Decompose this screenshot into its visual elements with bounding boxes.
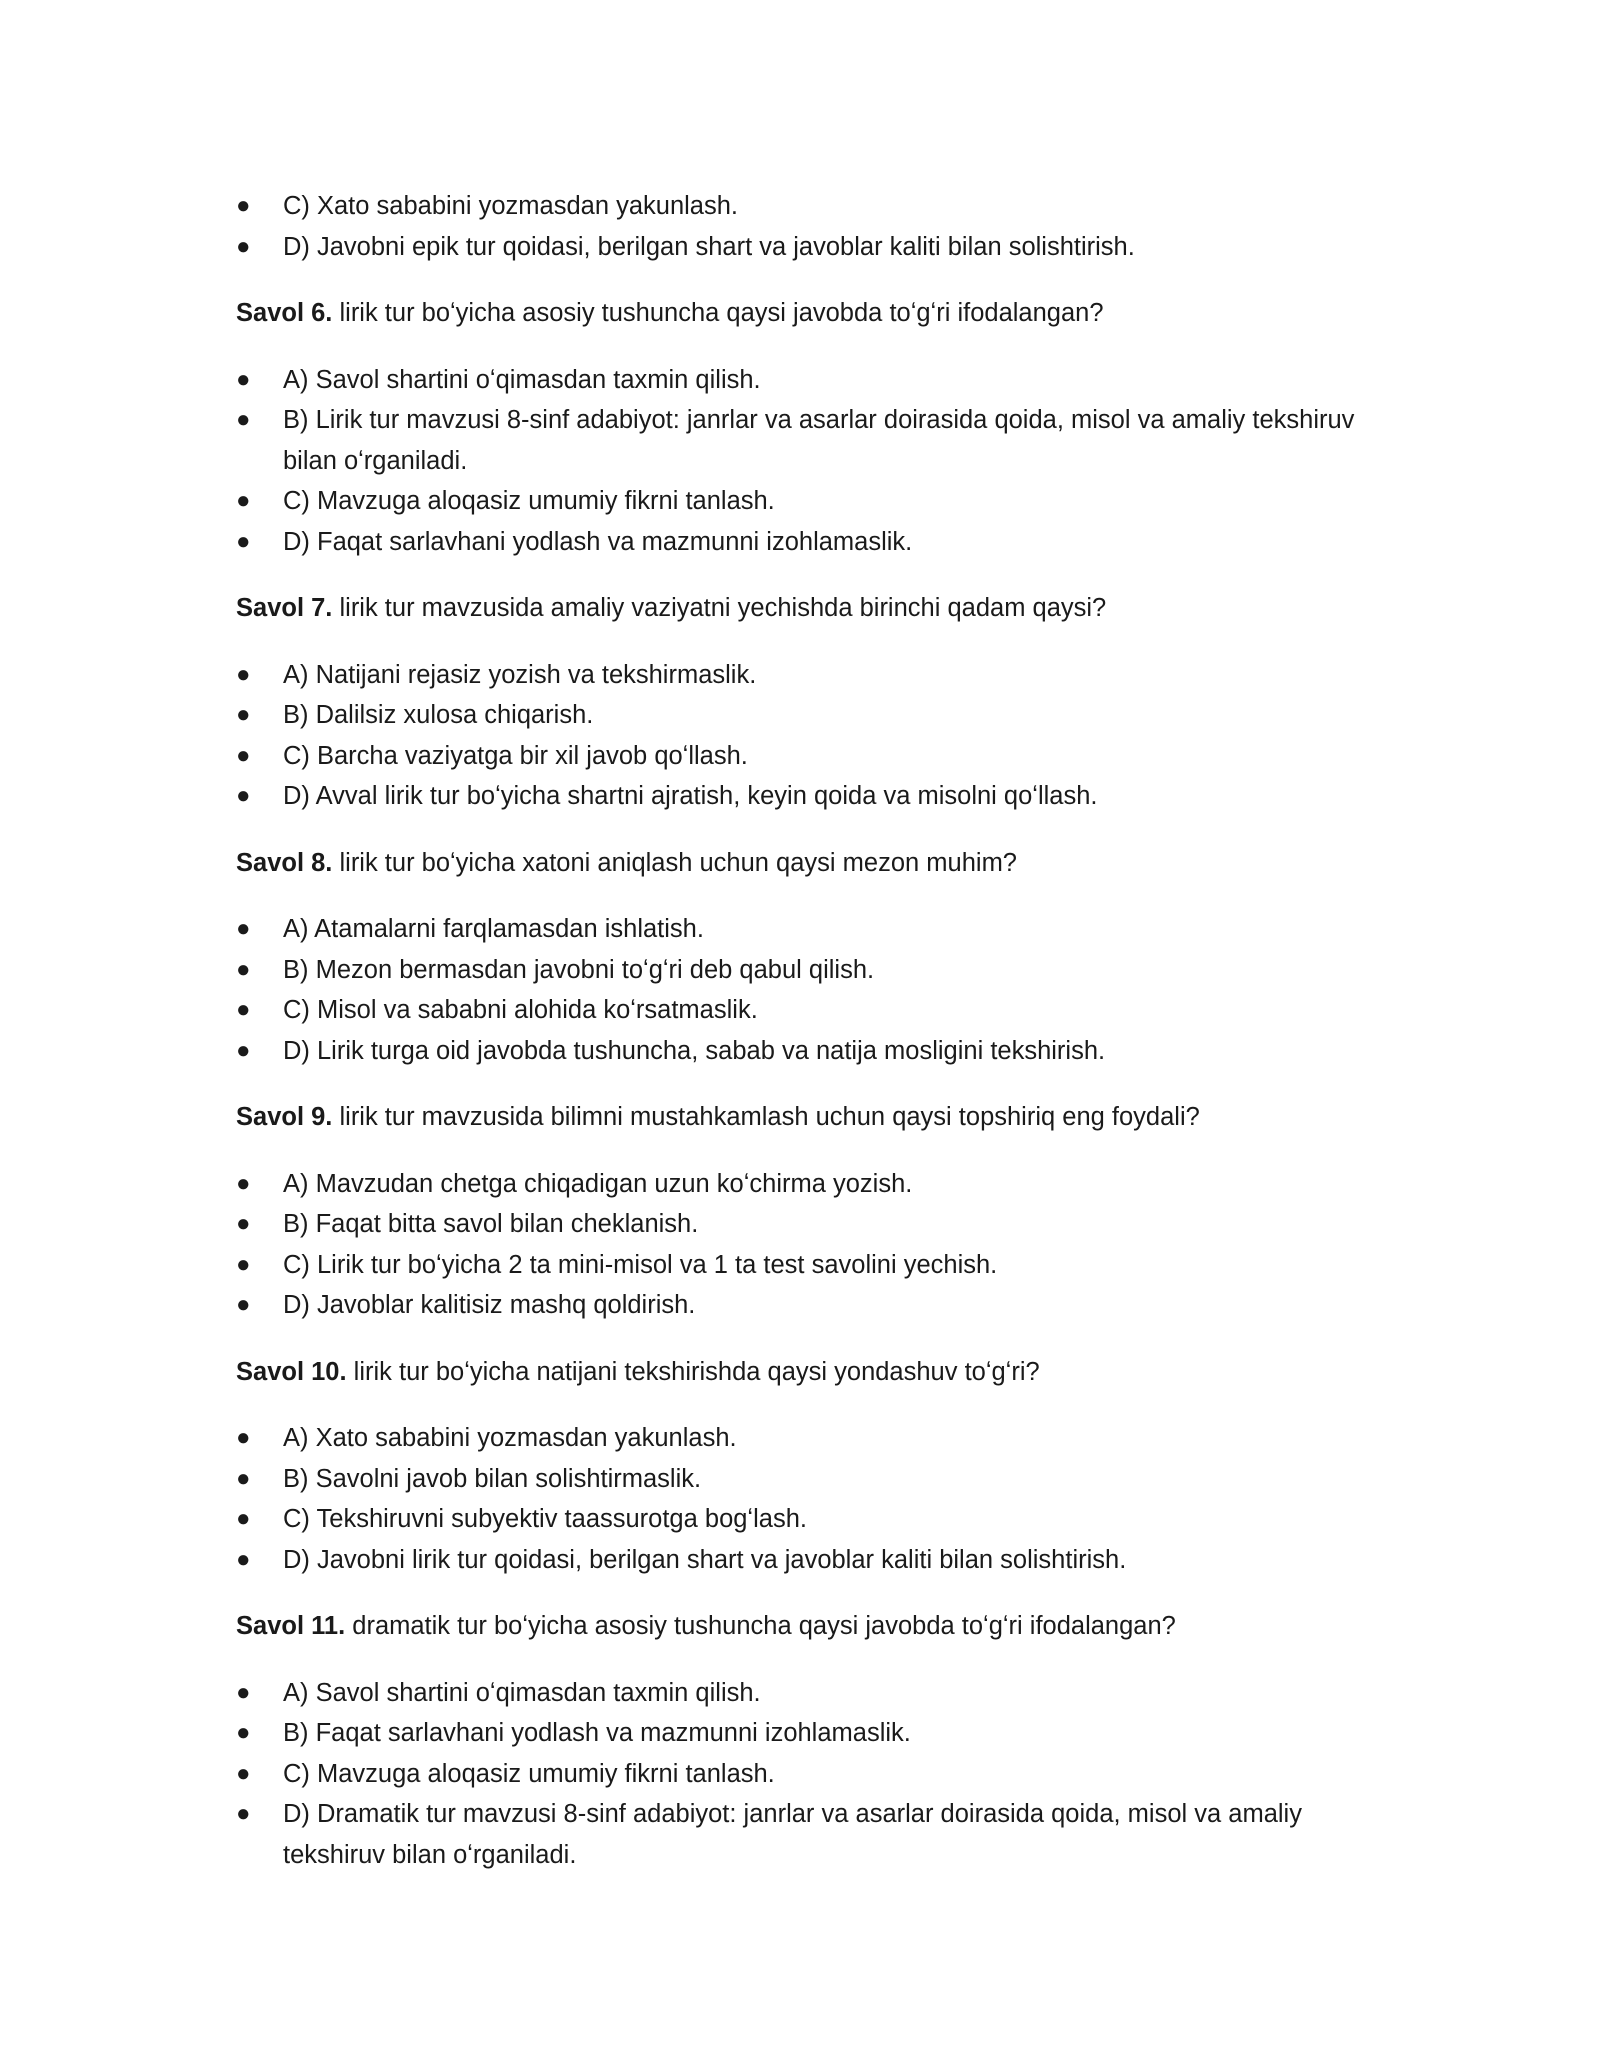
list-item	[236, 990, 1366, 1031]
question-text: dramatik tur boʻyicha asosiy tushuncha qaysi javobda toʻgʻri ifodalangan?	[352, 1612, 1176, 1640]
bullet-icon: ●	[236, 527, 251, 555]
list-item	[236, 1459, 1366, 1500]
options-list	[236, 360, 1366, 563]
question-heading	[236, 293, 1366, 334]
document-content	[236, 186, 1366, 1875]
option-text: D) Javobni epik tur qoidasi, berilgan shart va javoblar kaliti bilan solishtirish.	[283, 232, 1135, 261]
option-text: A) Atamalarni farqlamasdan ishlatish.	[283, 915, 704, 943]
option-text: C) Mavzuga aloqasiz umumiy fikrni tanlash.	[283, 487, 775, 515]
bullet-icon: ●	[236, 915, 251, 942]
list-item	[236, 481, 1366, 522]
options-list	[236, 1164, 1366, 1326]
list-item	[236, 1164, 1366, 1205]
bullet-icon: ●	[236, 192, 251, 219]
bullet-icon: ●	[236, 1169, 251, 1197]
option-text: B) Faqat bitta savol bilan cheklanish.	[283, 1210, 699, 1238]
bullet-icon: ●	[236, 1800, 251, 1827]
list-item	[236, 1673, 1366, 1714]
question-label: Savol 7.	[236, 594, 333, 622]
list-item	[236, 186, 1366, 227]
question-label: Savol 8.	[236, 848, 333, 877]
bullet-icon: ●	[236, 660, 251, 688]
option-text: A) Mavzudan chetga chiqadigan uzun koʻchirma yozish.	[283, 1169, 913, 1198]
question-heading	[236, 1097, 1366, 1138]
question-text: lirik tur boʻyicha asosiy tushuncha qaysi javobda toʻgʻri ifodalangan?	[339, 299, 1104, 327]
bullet-icon: ●	[236, 701, 251, 728]
list-item	[236, 1418, 1366, 1459]
options-list	[236, 655, 1366, 817]
bullet-icon: ●	[236, 741, 251, 769]
list-item	[236, 736, 1366, 777]
bullet-icon: ●	[236, 1424, 251, 1451]
bullet-icon: ●	[236, 1719, 251, 1746]
list-item	[236, 1245, 1366, 1286]
bullet-icon: ●	[236, 1464, 251, 1492]
list-item	[236, 522, 1366, 563]
list-item	[236, 950, 1366, 991]
option-text: D) Javobni lirik tur qoidasi, berilgan shart va javoblar kaliti bilan solishtirish.	[283, 1545, 1127, 1574]
question-heading	[236, 1352, 1366, 1393]
list-item	[236, 227, 1366, 268]
bullet-icon: ●	[236, 1210, 251, 1237]
list-item	[236, 1713, 1366, 1754]
bullet-icon: ●	[236, 1291, 251, 1318]
options-list	[236, 1418, 1366, 1580]
options-list	[236, 1673, 1366, 1876]
bullet-icon: ●	[236, 782, 251, 809]
question-heading	[236, 1606, 1366, 1647]
option-text: B) Faqat sarlavhani yodlash va mazmunni izohlamaslik.	[283, 1719, 911, 1747]
question-text: lirik tur mavzusida bilimni mustahkamlash uchun qaysi topshiriq eng foydali?	[339, 1103, 1200, 1131]
option-text: D) Lirik turga oid javobda tushuncha, sabab va natija mosligini tekshirish.	[283, 1036, 1106, 1065]
options-list	[236, 909, 1366, 1071]
option-text: C) Misol va sababni alohida koʻrsatmaslik.	[283, 996, 758, 1024]
option-text: B) Dalilsiz xulosa chiqarish.	[283, 701, 594, 729]
bullet-icon: ●	[236, 1545, 251, 1573]
option-text: D) Javoblar kalitisiz mashq qoldirish.	[283, 1291, 696, 1319]
option-text: A) Savol shartini oʻqimasdan taxmin qilish.	[283, 365, 761, 394]
bullet-icon: ●	[236, 1036, 251, 1064]
list-item	[236, 909, 1366, 950]
question-label: Savol 9.	[236, 1103, 333, 1131]
option-text: D) Dramatik tur mavzusi 8-sinf adabiyot: janrlar va asarlar doirasida qoida, misol va amaliy tekshiruv bilan oʻrganiladi.	[283, 1800, 1302, 1869]
list-item	[236, 1499, 1366, 1540]
option-text: A) Xato sababini yozmasdan yakunlash.	[283, 1424, 737, 1452]
list-item	[236, 1204, 1366, 1245]
option-text: C) Lirik tur boʻyicha 2 ta mini-misol va 1 ta test savolini yechish.	[283, 1250, 998, 1279]
bullet-icon: ●	[236, 365, 251, 393]
list-item	[236, 1754, 1366, 1795]
bullet-icon: ●	[236, 1505, 251, 1532]
option-text: A) Savol shartini oʻqimasdan taxmin qilish.	[283, 1678, 761, 1707]
option-text: A) Natijani rejasiz yozish va tekshirmaslik.	[283, 660, 757, 689]
list-item	[236, 400, 1366, 481]
bullet-icon: ●	[236, 232, 251, 260]
option-text: B) Lirik tur mavzusi 8-sinf adabiyot: janrlar va asarlar doirasida qoida, misol va amaliy tekshiruv bilan oʻrganiladi.	[283, 406, 1355, 475]
question-heading	[236, 843, 1366, 884]
list-item	[236, 776, 1366, 817]
bullet-icon: ●	[236, 1250, 251, 1278]
option-text: C) Tekshiruvni subyektiv taassurotga bogʻlash.	[283, 1505, 807, 1533]
bullet-icon: ●	[236, 996, 251, 1023]
list-item	[236, 1794, 1366, 1875]
intro-options-list	[236, 186, 1366, 267]
bullet-icon: ●	[236, 1759, 251, 1787]
option-text: C) Barcha vaziyatga bir xil javob qoʻllash.	[283, 741, 748, 770]
bullet-icon: ●	[236, 487, 251, 514]
list-item	[236, 1031, 1366, 1072]
list-item	[236, 1285, 1366, 1326]
question-text: lirik tur mavzusida amaliy vaziyatni yechishda birinchi qadam qaysi?	[339, 594, 1107, 622]
option-text: C) Xato sababini yozmasdan yakunlash.	[283, 192, 739, 220]
bullet-icon: ●	[236, 955, 251, 983]
option-text: D) Avval lirik tur boʻyicha shartni ajratish, keyin qoida va misolni qoʻllash.	[283, 782, 1098, 810]
option-text: C) Mavzuga aloqasiz umumiy fikrni tanlash.	[283, 1759, 775, 1788]
bullet-icon: ●	[236, 406, 251, 433]
question-label: Savol 6.	[236, 299, 333, 327]
option-text: D) Faqat sarlavhani yodlash va mazmunni izohlamaslik.	[283, 527, 913, 556]
list-item	[236, 1540, 1366, 1581]
question-text: lirik tur boʻyicha xatoni aniqlash uchun qaysi mezon muhim?	[339, 848, 1017, 877]
list-item	[236, 655, 1366, 696]
bullet-icon: ●	[236, 1678, 251, 1706]
list-item	[236, 360, 1366, 401]
question-label: Savol 11.	[236, 1612, 346, 1640]
list-item	[236, 695, 1366, 736]
question-text: lirik tur boʻyicha natijani tekshirishda qaysi yondashuv toʻgʻri?	[353, 1357, 1040, 1386]
question-label: Savol 10.	[236, 1357, 347, 1386]
option-text: B) Mezon bermasdan javobni toʻgʻri deb qabul qilish.	[283, 955, 875, 984]
question-heading	[236, 588, 1366, 629]
option-text: B) Savolni javob bilan solishtirmaslik.	[283, 1464, 702, 1493]
